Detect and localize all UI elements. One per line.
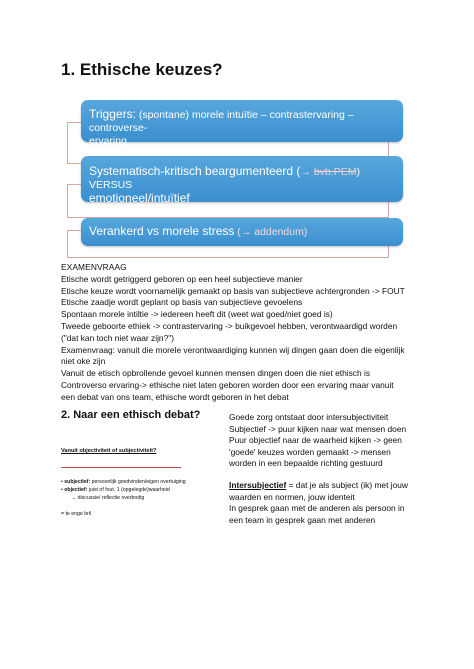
intersubjective-text: = dat je als subject (ik) met jouw: [286, 479, 408, 490]
objective-text: juist of fout, 1 (opgelegde)waarheid: [87, 487, 170, 493]
exam-heading: EXAMENVRAAG: [61, 262, 127, 272]
exam-line: Tweede geboorte ethiek -> contrastervaring -> buikgevoel hebben, verontwaardigd worden: [61, 320, 398, 331]
anchored-label: Verankerd vs morele stress: [89, 224, 235, 238]
exam-line: Spontaan morele intiltie -> iedereen heeft dit (weet wat goed/niet goed is): [61, 309, 333, 320]
bullet-subjective: • subjectief: persoonlijk goedvinden/eigen overtuiging: [61, 479, 186, 485]
subjective-text: persoonlijk goedvinden/eigen overtuiging: [90, 479, 186, 485]
exam-block: [61, 262, 421, 404]
slide-footer: = te enge bril: [61, 511, 92, 517]
note-line: een team in gesprek gaan met anderen: [229, 514, 376, 525]
subjective-label: subjectief:: [64, 479, 91, 485]
struck-example: bvb.PEM: [313, 166, 357, 178]
arrow-icon: →: [300, 166, 311, 178]
sub-bullet: [61, 494, 231, 502]
note-line: 'goede' keuzes worden gemaakt -> mensen: [229, 446, 391, 457]
notes-column: [229, 412, 429, 526]
arrow-icon: →: [71, 495, 77, 501]
note-line: Puur objectief naar de waarheid kijken -> geen: [229, 435, 402, 446]
argument-suffix: ) VERSUS: [89, 166, 360, 191]
trigger-label: Triggers:: [89, 107, 136, 121]
intersubjective-label: Intersubjectief: [229, 479, 287, 490]
argument-box: [81, 156, 403, 205]
note-line: Subjectief -> puur kijken naar wat mensen doen: [229, 423, 407, 434]
intersubjective-line: [229, 480, 429, 492]
note-line: Goede zorg ontstaat door intersubjectiviteit: [229, 412, 389, 422]
bullet-objective: • objectief: juist of fout, 1 (opgelegde)waarheid: [61, 487, 170, 493]
exam-line: Vanuit de etisch opbrollende gevoel kunnen mensen dingen doen die niet ethisch is: [61, 368, 371, 379]
anchored-note: addendum): [251, 226, 308, 238]
section-heading-1: 1. Ethische keuzes?: [61, 60, 223, 79]
trigger-text: (spontane) morele intuïtie – contrastervaring – controverse-: [89, 109, 354, 134]
trigger-box: [81, 100, 403, 147]
exam-line: Examenvraag: vanuit die morele verontwaardiging kunnen wij dingen gaan doen die eigenlijk: [61, 344, 405, 355]
note-line: In gesprek gaan met de anderen als persoon in: [229, 503, 405, 514]
argument-prefix: Systematisch-kritisch beargumenteerd (: [89, 164, 301, 178]
arrow-icon: →: [240, 226, 252, 238]
exam-line: een debat van ons team, ethische wordt geboren in het debat: [61, 391, 289, 402]
section-heading-2: 2. Naar een ethisch debat?: [61, 409, 201, 421]
note-line: worden in een bepaalde richting gestuurd: [229, 458, 383, 469]
exam-line: ("dat kan toch niet waar zijn?"): [61, 332, 175, 343]
slide-excerpt: [61, 447, 231, 518]
exam-line: Etische keuze wordt voornamelijk gemaakt op basis van subjectieve achtergronden -> FOUT: [61, 285, 405, 296]
exam-line: Controverso ervaring-> ethische niet laten geboren worden door een ervaring maar vanuit: [61, 379, 394, 390]
objective-label: objectief:: [64, 487, 88, 493]
anchored-paren: (: [234, 226, 241, 238]
exam-line: Etische wordt getriggerd geboren op een heel subjectieve manier: [61, 273, 303, 284]
note-line: waarden en normen, jouw identeit: [229, 491, 355, 502]
sub-bullet-text: discussie/ reflectie overbodig: [76, 495, 145, 501]
exam-line: niet oke zijn: [61, 356, 106, 367]
exam-line: Etische zaadje wordt geplant op basis van subjectieve gevoelens: [61, 297, 303, 308]
slide-title: Vanuit objectiviteit of subjectiviteit?: [61, 448, 157, 454]
trigger-text-2: ervaring: [89, 135, 127, 147]
anchored-box: [81, 218, 403, 246]
argument-line-2: emotioneel/intuïtief: [89, 191, 190, 205]
